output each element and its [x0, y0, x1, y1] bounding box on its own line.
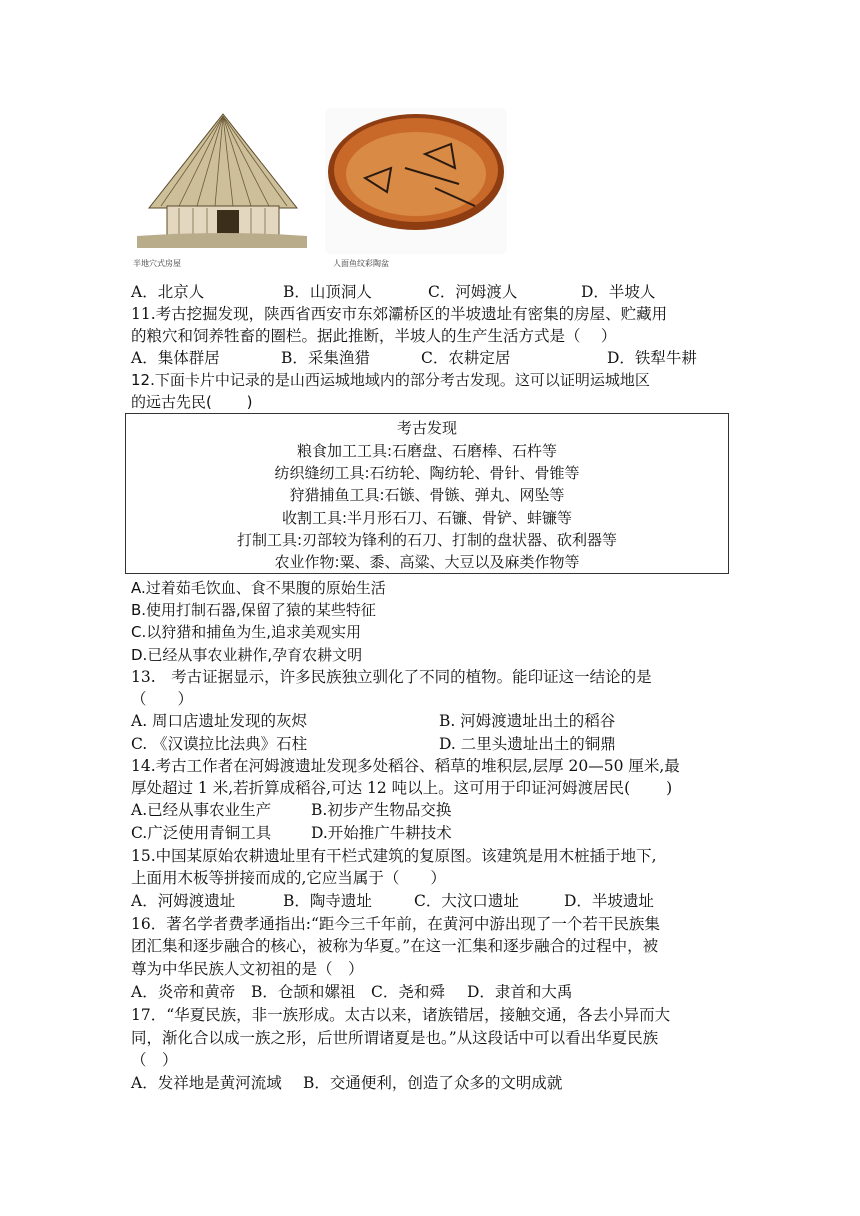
- q14-stem-1: 14.考古工作者在河姆渡遗址发现多处稻谷、稻草的堆积层,层厚 20—50 厘米,最: [131, 757, 680, 775]
- q17-stem-2: 同，渐化合以成一族之形，后世所谓诸夏是也。”从这段话中可以看出华夏民族: [131, 1029, 659, 1047]
- q13-option-b[interactable]: B. 河姆渡遗址出土的稻谷: [439, 712, 616, 730]
- q12-option-c[interactable]: C.以狩猎和捕鱼为生,追求美观实用: [131, 623, 362, 641]
- q11-option-b[interactable]: B．采集渔猎: [281, 349, 370, 367]
- q15-stem-2: 上面用木板等拼接而成的,它应当属于（ ）: [131, 869, 446, 887]
- q17-options: [131, 1072, 731, 1094]
- q13-options-row-1: [131, 710, 731, 732]
- q13-stem-2: （ ）: [131, 690, 194, 708]
- q14-option-c[interactable]: C.广泛使用青铜工具: [131, 824, 272, 842]
- q15-option-a[interactable]: A．河姆渡遗址: [131, 892, 236, 910]
- q12-stem-1: 12.下面卡片中记录的是山西运城地域内的部分考古发现。这可以证明运城地区: [131, 371, 650, 389]
- q11-options: [131, 347, 731, 369]
- q11-option-c[interactable]: C．农耕定居: [421, 349, 511, 367]
- q14-options-row-1: [131, 799, 731, 821]
- card-line: 狩猎捕鱼工具:石镞、骨镞、弹丸、网坠等: [289, 486, 565, 504]
- q14-option-a[interactable]: A.已经从事农业生产: [131, 801, 272, 819]
- q14-option-b[interactable]: B.初步产生物品交换: [311, 801, 452, 819]
- semi-subterranean-house-image: [131, 108, 313, 272]
- q10-option-c[interactable]: C．河姆渡人: [428, 283, 518, 301]
- card-line: 粮食加工工具:石磨盘、石磨棒、石杵等: [296, 442, 558, 460]
- card-line: 收割工具:半月形石刀、石镰、骨铲、蚌镰等: [281, 509, 573, 527]
- q13-stem-1: 13. 考古证据显示，许多民族独立驯化了不同的植物。能印证这一结论的是: [131, 668, 652, 686]
- q17-option-a[interactable]: A．发祥地是黄河流域: [131, 1074, 282, 1092]
- house-caption: 半地穴式房屋: [133, 259, 181, 268]
- q13-option-d[interactable]: D. 二里头遗址出土的铜鼎: [439, 735, 616, 753]
- q16-option-d[interactable]: D．隶首和大禹: [467, 983, 573, 1001]
- q14-stem-2: 厚处超过 1 米,若折算成稻谷,可达 12 吨以上。这可用于印证河姆渡居民( ): [131, 779, 673, 797]
- q16-stem-3: 尊为中华民族人文初祖的是（ ）: [131, 960, 364, 978]
- q16-option-a[interactable]: A．炎帝和黄帝: [131, 983, 236, 1001]
- q11-option-d[interactable]: D．铁犁牛耕: [607, 349, 697, 367]
- q16-options: [131, 981, 731, 1003]
- q15-stem-1: 15.中国某原始农耕遗址里有干栏式建筑的复原图。该建筑是用木桩插于地下,: [131, 847, 657, 865]
- q16-option-b[interactable]: B．仓颉和嫘祖: [251, 983, 356, 1001]
- card-line: 农业作物:粟、黍、高粱、大豆以及麻类作物等: [274, 553, 580, 571]
- q13-option-c[interactable]: C. 《汉谟拉比法典》石柱: [131, 735, 308, 753]
- card-title: 考古发现: [396, 419, 457, 437]
- q14-options-row-2: [131, 822, 731, 844]
- q16-stem-1: 16．著名学者费孝通指出:“距今三千年前，在黄河中游出现了一个若干民族集: [131, 915, 660, 933]
- q12-option-d[interactable]: D.已经从事农业耕作,孕育农耕文明: [131, 646, 363, 664]
- q12-option-b[interactable]: B.使用打制石器,保留了猿的某些特征: [131, 601, 376, 619]
- q16-option-c[interactable]: C．尧和舜: [371, 983, 445, 1001]
- q13-option-a[interactable]: A. 周口店遗址发现的灰烬: [131, 712, 308, 730]
- q11-stem-1: 11.考古挖掘发现，陕西省西安市东郊灞桥区的半坡遗址有密集的房屋、贮藏用: [131, 305, 668, 323]
- q15-options: [131, 890, 731, 912]
- archaeology-card: [125, 413, 729, 574]
- painted-pottery-basin-image: [325, 108, 507, 268]
- card-line: 打制工具:刃部较为锋利的石刀、打制的盘状器、砍利器等: [236, 531, 618, 549]
- q10-option-b[interactable]: B．山顶洞人: [283, 283, 372, 301]
- q17-stem-1: 17．“华夏民族，非一族形成。太古以来，诸族错居，接触交通，各去小异而大: [131, 1006, 671, 1024]
- q11-option-a[interactable]: A．集体群居: [131, 349, 220, 367]
- q12-option-a[interactable]: A.过着茹毛饮血、食不果腹的原始生活: [131, 579, 386, 597]
- basin-caption: 人面鱼纹彩陶盆: [333, 259, 389, 268]
- q16-stem-2: 团汇集和逐步融合的核心，被称为华夏。”在这一汇集和逐步融合的过程中，被: [131, 937, 659, 955]
- q15-option-b[interactable]: B．陶寺遗址: [283, 892, 372, 910]
- q12-stem-2: 的远古先民( ): [131, 393, 253, 411]
- q17-option-b[interactable]: B．交通便利，创造了众多的文明成就: [303, 1074, 563, 1092]
- q13-options-row-2: [131, 733, 731, 755]
- q11-stem-2: 的粮穴和饲养牲畜的圈栏。据此推断，半坡人的生产生活方式是（ ）: [131, 327, 617, 345]
- q10-options: [131, 281, 731, 303]
- q10-option-d[interactable]: D．半坡人: [581, 283, 656, 301]
- q17-stem-3: （ ）: [131, 1051, 178, 1069]
- q15-option-d[interactable]: D．半坡遗址: [564, 892, 654, 910]
- q15-option-c[interactable]: C．大汶口遗址: [414, 892, 519, 910]
- card-line: 纺织缝纫工具:石纺轮、陶纺轮、骨针、骨锥等: [274, 464, 580, 482]
- q10-option-a[interactable]: A．北京人: [131, 283, 205, 301]
- q14-option-d[interactable]: D.开始推广牛耕技术: [311, 824, 452, 842]
